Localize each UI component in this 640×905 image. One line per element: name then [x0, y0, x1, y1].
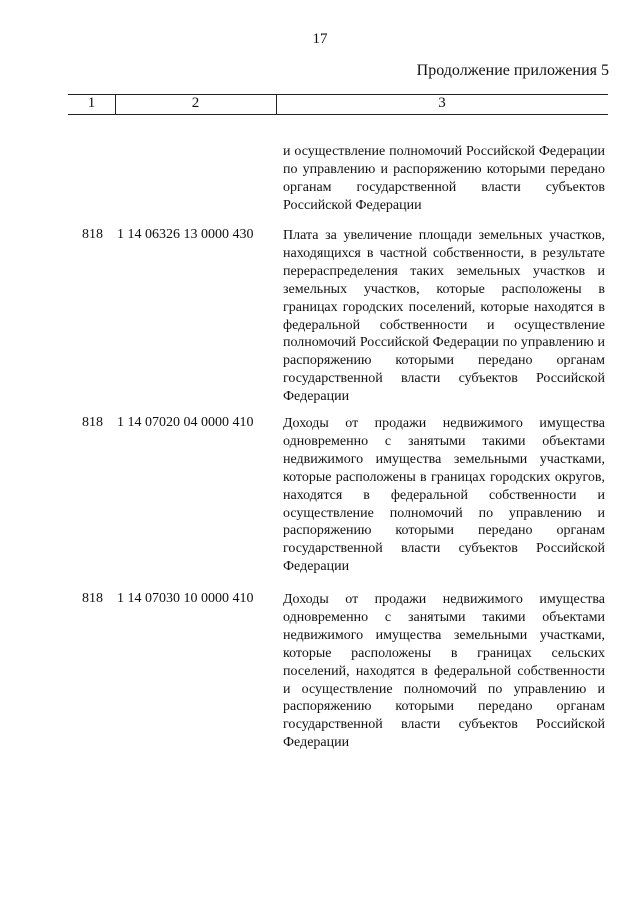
- column-number-2: 2: [191, 95, 200, 111]
- admin-code: 818: [82, 415, 103, 430]
- page-number: 17: [312, 31, 328, 47]
- appendix-note: Продолжение приложения 5: [416, 62, 609, 79]
- admin-code: 818: [82, 227, 103, 242]
- income-description: Плата за увеличение площади земельных участков, находящихся в частной собственности, в результате перераспределения таких земельных участков и земельных участков, которые расположены в границах городских поселений, которые находятся в федеральной собственности и осуществление полномочий Российской Федерации по управлению и распоряжению которыми передано органам государственной власти субъектов Российской Федерации: [283, 228, 605, 405]
- income-code: 1 14 07030 10 0000 410: [117, 591, 254, 606]
- header-bottom-rule: [68, 114, 608, 115]
- income-description: Доходы от продажи недвижимого имущества одновременно с занятыми такими объектами недвижимого имущества земельными участками, которые расположены в границах городских округов, находятся в федеральной собственности и осуществление полномочий по управлению и распоряжению которыми передано органам государственной власти субъектов Российской Федерации: [283, 416, 605, 575]
- admin-code: 818: [82, 591, 103, 606]
- column-header: [68, 94, 608, 116]
- income-code: 1 14 07020 04 0000 410: [117, 415, 254, 430]
- income-code: 1 14 06326 13 0000 430: [117, 227, 254, 242]
- column-number-3: 3: [438, 95, 446, 111]
- column-number-1: 1: [87, 95, 96, 111]
- continuation-text: и осуществление полномочий Российской Федерации по управлению и распоряжению которыми передано органам государственной власти субъектов Российской Федерации: [283, 144, 605, 213]
- income-description: Доходы от продажи недвижимого имущества одновременно с занятыми такими объектами недвижимого имущества земельными участками, которые расположены в границах сельских поселений, находятся в федеральной собственности и осуществление полномочий по управлению и распоряжению которыми передано органам государственной власти субъектов Российской Федерации: [283, 592, 605, 751]
